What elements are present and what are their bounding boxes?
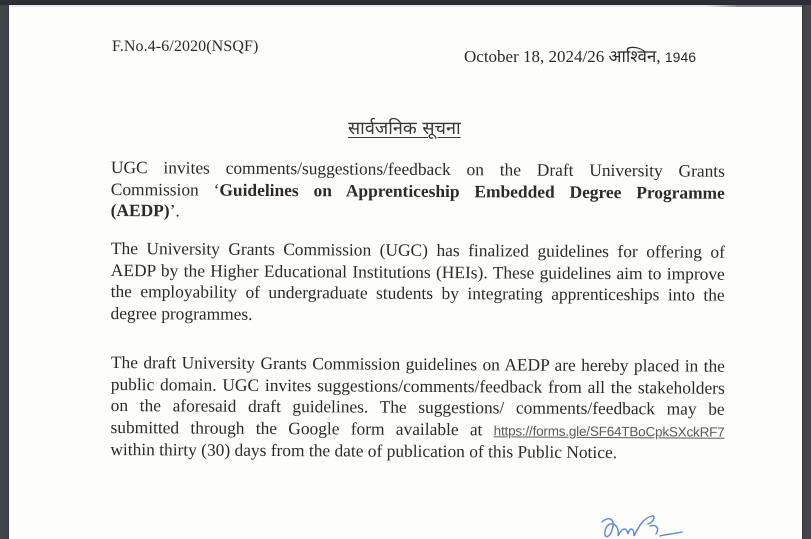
signature-icon xyxy=(594,510,704,539)
open-quote: ‘ xyxy=(213,179,220,200)
google-form-link[interactable]: https://forms.gle/SF64TBoCpkSXckRF7 xyxy=(493,422,725,440)
feedback-text: The draft University Grants Commission guidelines on AEDP are hereby placed in the public domain. UGC invites suggestions/comments/feedback from all the stakeholders on the aforesaid draft guidelines. The suggestions/ comments/feedback may be submitted through the Google form available at xyxy=(110,352,725,439)
paragraph-feedback xyxy=(110,352,725,464)
close-quote: ’. xyxy=(169,200,180,221)
document-page xyxy=(9,5,802,539)
guidelines-title: Guidelines on Apprenticeship Embedded Degree Programme (AEDP) xyxy=(110,179,725,221)
notice-title-hindi: सार्वजनिक सूचना xyxy=(348,118,461,139)
paragraph-intro xyxy=(111,157,725,225)
intro-text: UGC invites comments/suggestions/feedback on the Draft University Grants Commission xyxy=(110,157,725,200)
saka-year: 1946 xyxy=(664,49,697,65)
feedback-deadline-text: within thirty (30) days from the date of publication of this Public Notice. xyxy=(110,438,618,463)
file-number: F.No.4-6/2020(NSQF) xyxy=(112,38,259,55)
notice-date xyxy=(464,44,696,67)
page-top-edge xyxy=(9,5,802,7)
date-text: October 18, 2024/26 आश्विन, xyxy=(464,47,661,66)
paragraph-finalized: The University Grants Commission (UGC) has finalized guidelines for offering of AEDP by the Higher Educational Institutions (HEIs). These guidelines aim to improve the employability of undergraduate students by integrating apprenticeships into the degree programmes. xyxy=(110,238,725,324)
